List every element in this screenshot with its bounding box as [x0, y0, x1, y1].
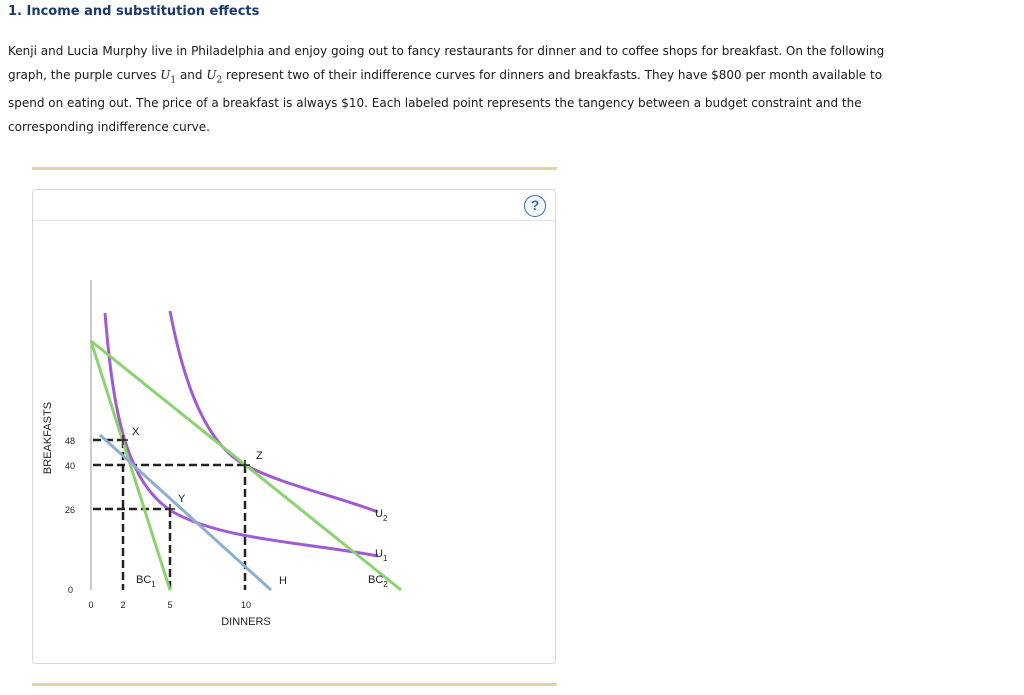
curve-label-bc1: $BC_1$ [136, 574, 156, 589]
point-label-h: H [279, 575, 287, 587]
intro-part-1: Kenji and Lucia Murphy live in Philadelphia and enjoy going out to fancy restaurants for dinner and to coffee shops for breakfast. On the following graph, the purple curves [8, 44, 885, 82]
indifference-graph [33, 190, 557, 665]
top-divider [32, 167, 557, 170]
point-label-z: Z [256, 450, 263, 462]
intro-part-2: represent two of their indifference curves for dinners and breakfasts. They have $800 per month available to spend on eating out. The price of a breakfast is always $10. Each labeled point represents the tangency between a budget constraint and the corresponding indifference curve. [8, 67, 883, 134]
intro-and: and [176, 67, 207, 82]
y-tick-48: 48 [64, 436, 75, 446]
point-label-y: Y [178, 493, 186, 505]
x-tick-5: 5 [167, 600, 173, 610]
curve-label-u2: $U_2$ [375, 508, 388, 523]
x-tick-2: 2 [120, 600, 126, 610]
budget-line-blue [100, 435, 271, 590]
curve-label-bc2: $BC_2$ [368, 574, 388, 589]
x-tick-0: 0 [88, 600, 94, 610]
help-icon[interactable]: ? [524, 195, 546, 217]
y-tick-0: 0 [67, 585, 73, 595]
x-axis-label: DINNERS [221, 616, 271, 628]
indifference-curve-u2 [170, 311, 378, 512]
y-tick-40: 40 [64, 461, 75, 471]
u2-symbol: $U_2$ [206, 67, 223, 85]
graph-panel [32, 189, 556, 664]
curve-label-u1: $U_1$ [375, 548, 388, 563]
bottom-divider [32, 683, 557, 686]
y-tick-26: 26 [64, 505, 75, 515]
dashed-guides [93, 440, 245, 590]
page-title: 1. Income and substitution effects [8, 4, 260, 19]
indifference-curve-u1 [105, 313, 378, 556]
point-label-x: X [132, 426, 140, 438]
u1-symbol: $U_1$ [160, 67, 177, 85]
intro-text [8, 40, 888, 139]
x-tick-10: 10 [240, 600, 252, 610]
y-axis-label: BREAKFASTS [42, 401, 54, 475]
